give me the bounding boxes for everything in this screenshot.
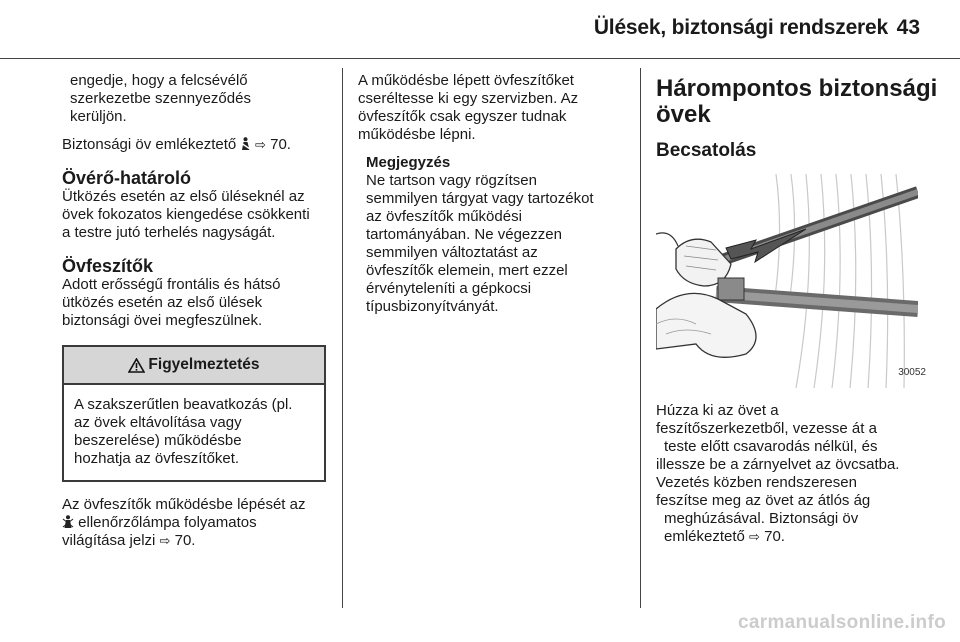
warning-box <box>62 345 326 482</box>
text-line: semmilyen változtatást az <box>366 244 538 261</box>
text-line: ütközés esetén az első ülések <box>62 294 263 311</box>
intro-paragraph <box>62 72 326 126</box>
text-line: kerüljön. <box>70 108 127 125</box>
text-line: biztonsági övei megfeszülnek. <box>62 312 263 329</box>
text-line: működésbe lépni. <box>358 126 476 143</box>
figure-code: 30052 <box>898 367 926 378</box>
text-line: hozhatja az övfeszítőket. <box>74 450 240 467</box>
pretensioner-warning-lamp-icon <box>62 515 74 529</box>
text-line: semmilyen tárgyat vagy tartozékot <box>366 190 594 207</box>
fastening-page-ref[interactable]: 70. <box>759 528 785 545</box>
column-1 <box>62 72 326 550</box>
text-line: a testre jutó terhelés nagyságát. <box>62 224 276 241</box>
text-line: az övek eltávolítása vagy <box>74 414 242 431</box>
indicator-page-ref[interactable]: 70. <box>170 532 196 549</box>
text-line: Ütközés esetén az első üléseknél az <box>62 188 305 205</box>
text-line: tartományában. Ne végezzen <box>366 226 562 243</box>
text-line: Az övfeszítők működésbe lépését az <box>62 496 306 513</box>
section-title-belt-force-limiter: Övérő-határoló <box>62 168 192 188</box>
text-line: feszítőszerkezetből, vezesse át a <box>656 420 877 437</box>
seatbelt-fastening-illustration <box>656 174 918 388</box>
text-line: Adott erősségű frontális és hátsó <box>62 276 281 293</box>
text-line: emlékeztető <box>664 528 750 545</box>
text-line: övfeszítők csak egyszer tudnak <box>358 108 567 125</box>
reminder-text: Biztonsági öv emlékeztető <box>62 136 241 153</box>
seatbelt-reminder-icon <box>240 137 251 151</box>
text-line: A működésbe lépett övfeszítőket <box>358 72 574 89</box>
text-line: szerkezetbe szennyeződés <box>70 90 251 107</box>
warning-body <box>64 385 324 480</box>
cross-reference-icon: ⇨ <box>749 529 760 544</box>
text-line: teste előtt csavarodás nélkül, és <box>664 438 878 455</box>
text-line: cseréltesse ki egy szervizben. Az <box>358 90 579 107</box>
cross-reference-icon: ⇨ <box>159 533 171 548</box>
text-line: az övfeszítők működési <box>366 208 522 225</box>
note-block <box>358 154 630 316</box>
warning-triangle-icon <box>128 358 145 373</box>
subsection-title-fastening: Becsatolás <box>656 140 757 161</box>
text-line: ellenőrzőlámpa folyamatos <box>74 514 257 531</box>
text-line: világítása jelzi <box>62 532 160 549</box>
page-number: 43 <box>896 16 920 39</box>
reference-line <box>656 528 946 546</box>
text-line: övek fokozatos kiengedése csökkenti <box>62 206 310 223</box>
text-line: beszerelése) működésbe <box>74 432 242 449</box>
text-line: Vezetés közben rendszeresen <box>656 474 857 491</box>
column-divider-1 <box>342 68 343 608</box>
section-title-line: övek <box>656 101 711 128</box>
text-line: illessze be a zárnyelvet az övcsatba. <box>656 456 900 473</box>
pretensioner-indicator-line <box>62 514 326 532</box>
note-title: Megjegyzés <box>366 154 451 171</box>
cross-reference-icon: ⇨ <box>251 137 266 152</box>
text-line: A szakszerűtlen beavatkozás (pl. <box>74 396 293 413</box>
warning-title: Figyelmeztetés <box>148 356 260 373</box>
section-title-line: Hárompontos biztonsági <box>656 75 938 102</box>
column-3 <box>656 76 946 546</box>
text-line: Húzza ki az övet a <box>656 402 779 419</box>
fastening-instructions <box>656 402 946 546</box>
reminder-page-ref[interactable]: 70. <box>265 136 291 153</box>
text-line: érvényteleníti a gépkocsi <box>366 280 532 297</box>
section-title-belt-pretensioners: Övfeszítők <box>62 256 154 276</box>
indicator-reference-line <box>62 532 326 550</box>
text-line: meghúzásával. Biztonsági öv <box>664 510 859 527</box>
column-divider-2 <box>640 68 641 608</box>
watermark: carmanualsonline.info <box>738 612 946 633</box>
text-line: feszítse meg az övet az átlós ág <box>656 492 871 509</box>
header-rule <box>0 58 960 59</box>
text-line: övfeszítők elemein, mert ezzel <box>366 262 568 279</box>
column-2 <box>358 72 630 316</box>
text-line: típusbizonyítványát. <box>366 298 499 315</box>
text-line: Ne tartson vagy rögzítsen <box>366 172 537 189</box>
warning-header <box>64 347 324 385</box>
reminder-paragraph <box>62 136 326 154</box>
page-header-title: Ülések, biztonsági rendszerek <box>593 16 888 39</box>
text-line: engedje, hogy a felcsévélő <box>70 72 248 89</box>
